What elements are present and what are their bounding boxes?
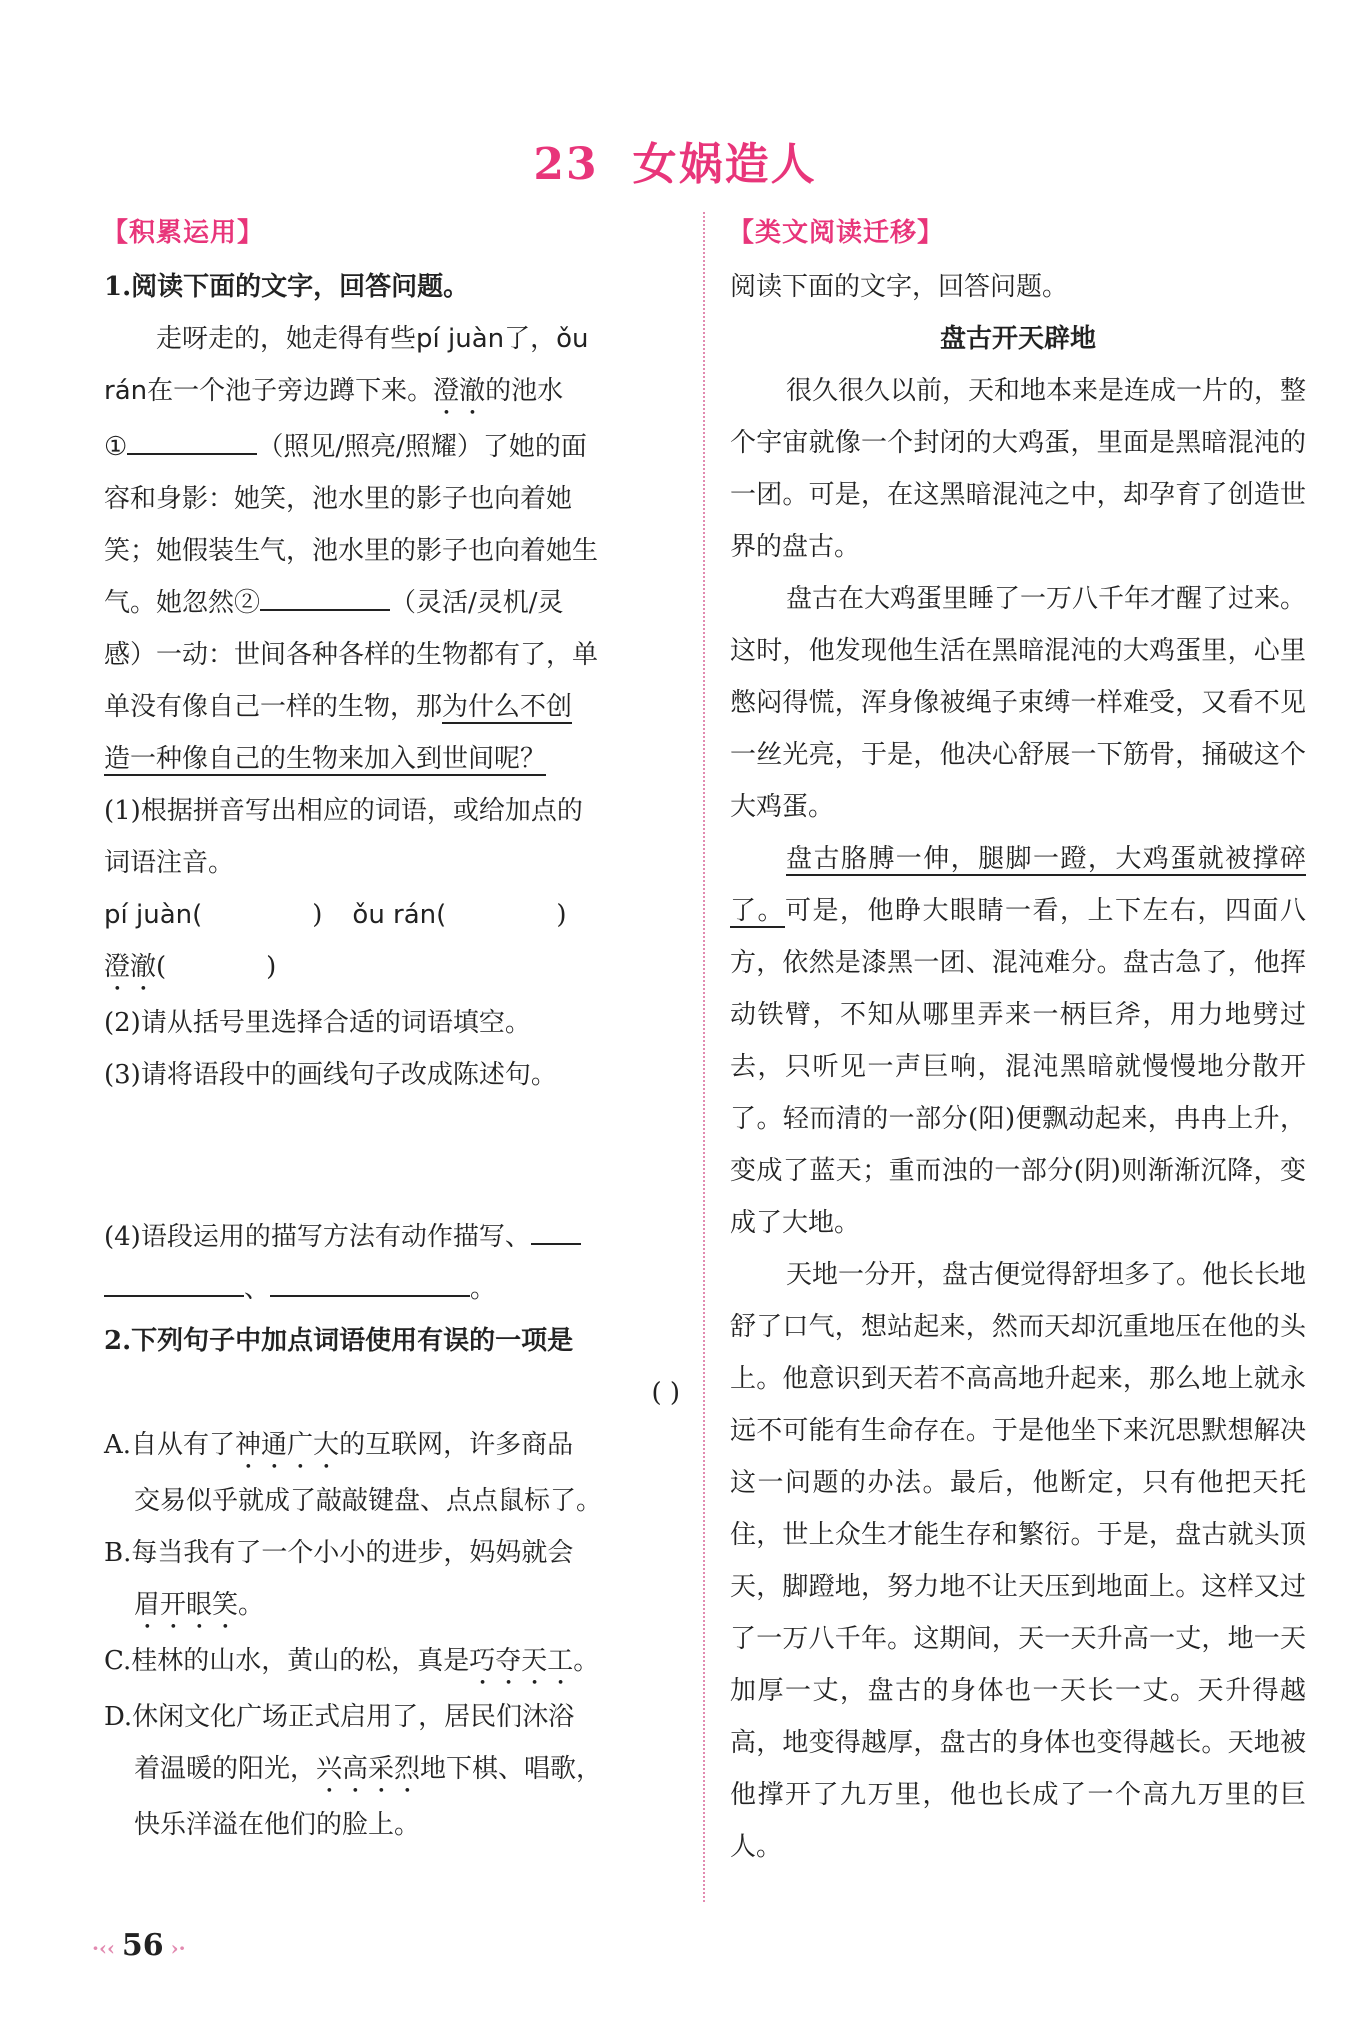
story-title: 盘古开天辟地 <box>939 324 1096 354</box>
page-title <box>0 128 1350 192</box>
section-tag-left: 【积累运用】 <box>102 218 265 248</box>
blank-sub4-c[interactable] <box>270 1269 470 1297</box>
right-column <box>730 212 1306 1873</box>
story-paragraph-1: 很久很久以前，天和地本来是连成一片的，整个宇宙就像一个封闭的大鸡蛋，里面是黑暗混沌的一团。可是，在这黑暗混沌之中，却孕育了创造世界的盘古。 <box>730 376 1307 562</box>
passage-line-8: 单没有像自己一样的生物，那为什么不创 <box>104 692 573 722</box>
q2-option-d[interactable]: D.休闲文化广场正式启用了，居民们沐浴 <box>104 1702 575 1732</box>
passage-line-5: 笑；她假装生气，池水里的影子也向着她生 <box>104 536 599 566</box>
passage-line-1: 走呀走的，她走得有些pí juàn了，ǒu <box>156 324 589 354</box>
q2-option-c[interactable]: C.桂林的山水，黄山的松，真是巧夺天工。 <box>104 1646 600 1676</box>
q1-sub3: (3)请将语段中的画线句子改成陈述句。 <box>104 1060 557 1090</box>
blank-sub4-a[interactable] <box>531 1217 581 1245</box>
pinyin-answer-row: pí juàn( ) ǒu rán( ) <box>104 900 567 930</box>
passage-line-2: rán在一个池子旁边蹲下来。澄澈的池水 <box>104 376 564 406</box>
story-paragraph-4: 天地一分开，盘古便觉得舒坦多了。他长长地舒了口气，想站起来，然而天却沉重地压在他的头上。他意识到天若不高高地升起来，那么地上就永远不可能有生命存在。于是他坐下来沉思默想解决这一问题的办法。最后，他断定，只有他把天托住，世上众生才能生存和繁衍。于是，盘古就头顶天，脚蹬地，努力地不让天压到地面上。这样又过了一万八千年。这期间，天一天升高一丈，地一天加厚一丈，盘古的身体也一天长一丈。天升得越高，地变得越厚，盘古的身体也变得越长。天地被他撑开了九万里，他也长成了一个高九万里的巨人。 <box>730 1260 1307 1862</box>
q2-option-d-cont2: 快乐洋溢在他们的脸上。 <box>134 1810 421 1840</box>
column-divider <box>703 212 705 1902</box>
passage-line-3: ① （照见/照亮/照耀）了她的面 <box>104 421 680 473</box>
q2-option-d-cont: 着温暖的阳光，兴高采烈地下棋、唱歌， <box>134 1754 603 1784</box>
reading-stem: 阅读下面的文字，回答问题。 <box>730 272 1069 302</box>
q1-sub4: (4)语段运用的描写方法有动作描写、 <box>104 1211 680 1263</box>
q1-stem: 1.阅读下面的文字，回答问题。 <box>104 272 470 302</box>
answer-space-sub3[interactable] <box>104 1101 680 1211</box>
passage-line-9 <box>104 733 680 785</box>
story-paragraph-3: 盘古胳膊一伸，腿脚一蹬，大鸡蛋就被撑碎了。可是，他睁大眼睛一看，上下左右，四面八方，依然是漆黑一团、混沌难分。盘古急了，他挥动铁臂，不知从哪里弄来一柄巨斧，用力地劈过去，只听见一声巨响，混沌黑暗就慢慢地分散开了。轻而清的一部分(阳)便飘动起来，冉冉上升，变成了蓝天；重而浊的一部分(阴)则渐渐沉降，变成了大地。 <box>730 844 1306 1238</box>
section-tag-right: 【类文阅读迁移】 <box>728 218 945 248</box>
q2-option-a[interactable]: A.自从有了神通广大的互联网，许多商品 <box>104 1430 574 1460</box>
q2-option-b[interactable]: B.每当我有了一个小小的进步，妈妈就会 <box>104 1538 574 1568</box>
blank-2[interactable] <box>260 583 390 611</box>
lesson-number: 23 <box>533 139 599 190</box>
passage-line-6: 气。她忽然② （灵活/灵机/灵 <box>104 577 680 629</box>
q2-option-a-cont: 交易似乎就成了敲敲键盘、点点鼠标了。 <box>134 1486 603 1516</box>
q2-option-b-cont: 眉开眼笑。 <box>134 1590 265 1620</box>
passage-line-7: 感）一动：世间各种各样的生物都有了，单 <box>104 640 599 670</box>
blank-1[interactable] <box>127 427 257 455</box>
blank-sub4-b[interactable] <box>104 1269 244 1297</box>
underlined-sentence-part2: 造一种像自己的生物来加入到世间呢？ <box>104 744 547 774</box>
left-column <box>104 212 680 1851</box>
dotted-answer-row: 澄澈( ) <box>104 952 277 982</box>
lesson-title: 女娲造人 <box>632 139 817 190</box>
q1-sub1b: 词语注音。 <box>104 848 235 878</box>
q1-sub2: (2)请从括号里选择合适的词语填空。 <box>104 1008 531 1038</box>
q1-sub1: (1)根据拼音写出相应的词语，或给加点的 <box>104 796 583 826</box>
page-number-decoration: ·‹‹ <box>92 1936 122 1960</box>
q2-answer-paren[interactable]: ( ) <box>651 1378 680 1408</box>
q2-stem: 2.下列句子中加点词语使用有误的一项是 <box>104 1326 574 1356</box>
underlined-sentence-part1: 为什么不创 <box>442 692 573 722</box>
story-paragraph-2: 盘古在大鸡蛋里睡了一万八千年才醒了过来。这时，他发现他生活在黑暗混沌的大鸡蛋里，心里憋闷得慌，浑身像被绳子束缚一样难受，又看不见一丝光亮，于是，他决心舒展一下筋骨，捅破这个大鸡蛋。 <box>730 584 1307 822</box>
passage-line-4: 容和身影：她笑，池水里的影子也向着她 <box>104 484 573 514</box>
page-number: ·‹‹ 56 ›· <box>92 1928 186 1963</box>
underlined-sentence-story: 盘古胳膊一伸，腿脚一蹬，大鸡蛋就被撑碎了。 <box>730 844 1306 926</box>
dotted-word-chengche: 澄澈 <box>433 376 486 406</box>
q1-sub4-cont: 、 。 <box>104 1263 680 1315</box>
